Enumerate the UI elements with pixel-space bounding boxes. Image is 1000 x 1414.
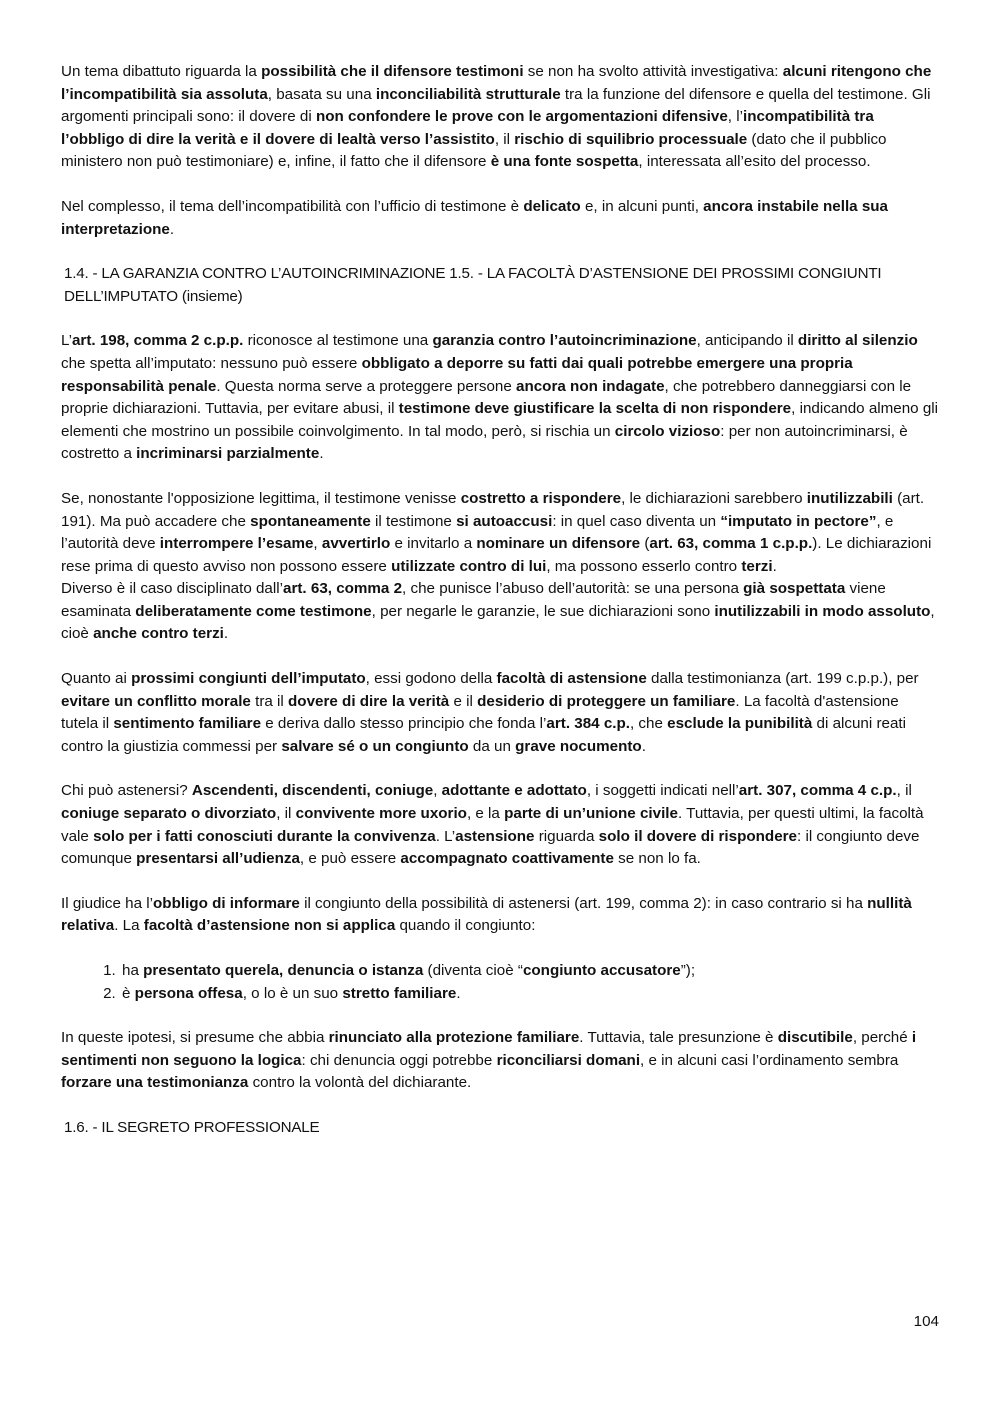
text-run: che spetta all’imputato: nessuno può essere <box>61 354 362 372</box>
bold-text: inutilizzabili in modo assoluto <box>714 602 931 620</box>
text-run: : in quel caso diventa un <box>552 512 721 530</box>
section-intro <box>61 61 939 241</box>
text-run: , basata su una <box>267 85 376 103</box>
text-run: In queste ipotesi, si presume che abbia <box>61 1029 329 1047</box>
bold-text: art. 384 c.p. <box>546 715 630 733</box>
bold-text: delicato <box>523 197 581 215</box>
bold-text: anche contro terzi <box>93 625 224 643</box>
bold-text: garanzia contro l’autoincriminazione <box>432 332 697 350</box>
text-run: Se, nonostante l'opposizione legittima, il testimone venisse <box>61 489 461 507</box>
bold-text: terzi <box>741 557 773 575</box>
bold-text: testimone deve giustificare la scelta di non rispondere <box>398 400 792 418</box>
text-run: se non ha svolto attività investigativa: <box>523 63 783 80</box>
bold-text: interrompere l’esame <box>159 535 314 553</box>
bold-text: discutibile <box>777 1029 853 1047</box>
text-run: , e l’autorità deve <box>61 512 894 553</box>
text-run: il testimone <box>370 512 457 530</box>
bold-text: persona offesa <box>134 984 243 1002</box>
text-run: , <box>433 782 442 800</box>
text-run: . Tuttavia, per questi ultimi, la facoltà vale <box>61 805 924 845</box>
text-run: , le dichiarazioni sarebbero <box>621 489 807 507</box>
text-run: di alcuni reati contro la giustizia commessi per <box>61 715 907 755</box>
document-page <box>61 61 939 1162</box>
text-run: (dato che il pubblico ministero non può testimoniare) e, infine, il fatto che il difensore <box>61 130 887 171</box>
bold-text: utilizzate contro di lui <box>391 557 547 575</box>
bold-text: stretto familiare <box>342 984 457 1002</box>
bold-text: i sentimenti non seguono la logica <box>61 1029 917 1069</box>
bold-text: ancora non indagate <box>516 377 665 395</box>
text-run: contro la volontà del dichiarante. <box>248 1074 472 1092</box>
text-run: , per negarle le garanzie, le sue dichiarazioni sono <box>371 602 715 620</box>
bold-text: parte di un’unione civile <box>504 805 678 823</box>
text-run: . <box>641 737 646 755</box>
text-run: , cioè <box>61 602 935 643</box>
text-run: Un tema dibattuto riguarda la <box>61 63 262 80</box>
bold-text: art. 198, comma 2 c.p.p. <box>71 332 244 350</box>
text-run: , il <box>896 782 912 800</box>
bold-text: inutilizzabili <box>806 489 893 507</box>
text-run: e deriva dallo stesso principio che fonda l’ <box>261 715 547 733</box>
bold-text: grave nocumento <box>515 737 642 755</box>
paragraph <box>61 196 939 241</box>
text-run: (diventa cioè “ <box>423 962 523 979</box>
bold-text: non confondere le prove con le argomentazioni difensive <box>315 108 728 126</box>
bold-text: evitare un conflitto morale <box>61 692 251 710</box>
bold-text: Ascendenti, discendenti, coniuge <box>191 782 434 800</box>
bold-text: è una fonte sospetta <box>490 153 639 171</box>
text-run: , il <box>276 805 296 823</box>
list-item <box>120 960 939 983</box>
list-item <box>120 983 939 1006</box>
text-run: , i soggetti indicati nell’ <box>586 782 739 800</box>
bold-text: nominare un difensore <box>476 535 641 553</box>
bold-text: avvertirlo <box>321 535 391 553</box>
bold-text: obbligato a deporre su fatti dai quali potrebbe emergere una propria responsabilità penale <box>61 354 853 395</box>
text-run: . La <box>114 917 144 935</box>
bold-text: ancora instabile nella sua interpretazione <box>61 197 888 238</box>
section-heading-text: 1.6. - IL SEGRETO PROFESSIONALE <box>64 1118 320 1136</box>
section-conclusion <box>61 1027 939 1095</box>
text-run: , che punisce l’abuso dell’autorità: se una persona <box>402 580 744 598</box>
text-run: , essi godono della <box>365 670 497 688</box>
bold-text: già sospettata <box>743 580 846 598</box>
text-run: ). Le dichiarazioni rese prima di questo avviso non possono essere <box>61 535 932 575</box>
bold-text: sentimento familiare <box>113 715 262 733</box>
text-run: Diverso è il caso disciplinato dall’ <box>61 580 284 598</box>
text-run: , <box>313 535 322 553</box>
bold-text: forzare una testimonianza <box>61 1074 249 1092</box>
section-heading-text: 1.4. - LA GARANZIA CONTRO L’AUTOINCRIMINAZIONE 1.5. - LA FACOLTÀ D’ASTENSIONE DEI PROSSIMI CONGIUNTI DELL’IMPUTATO (insieme) <box>64 265 882 305</box>
bold-text: incompatibilità tra l’obbligo di dire la verità e il dovere di lealtà verso l’assistito <box>61 108 874 148</box>
text-run: riguarda <box>534 827 599 845</box>
paragraph <box>61 1027 939 1095</box>
bold-text: possibilità che il difensore testimoni <box>261 63 524 80</box>
text-run: . Tuttavia, tale presunzione è <box>579 1029 778 1047</box>
bold-text: accompagnato coattivamente <box>400 850 614 868</box>
bold-text: esclude la punibilità <box>667 715 813 733</box>
text-run: (art. 191). Ma può accadere che <box>61 489 925 530</box>
bold-text: costretto a rispondere <box>460 489 622 507</box>
bold-text: circolo vizioso <box>614 422 721 440</box>
bold-text: “imputato in pectore” <box>720 512 877 530</box>
bold-text: solo per i fatti conosciuti durante la convivenza <box>93 827 436 845</box>
bold-text: coniuge separato o divorziato <box>61 805 277 823</box>
bold-text: facoltà d’astensione non si applica <box>143 917 396 935</box>
paragraph <box>61 893 939 938</box>
bold-text: salvare sé o un congiunto <box>281 737 469 755</box>
text-run: , che potrebbero danneggiarsi con le proprie dichiarazioni. Tuttavia, per evitare abusi, il <box>61 377 912 418</box>
text-run: , interessata all’esito del processo. <box>638 153 871 171</box>
bold-text: art. 63, comma 2 <box>283 580 403 598</box>
text-run: , che <box>629 715 668 733</box>
text-run: riconosce al testimone una <box>243 332 433 350</box>
text-run: , il <box>494 130 515 148</box>
text-run: . La facoltà d'astensione tutela il <box>61 692 899 733</box>
text-run: : chi denuncia oggi potrebbe <box>301 1051 497 1069</box>
text-run: dalla testimonianza (art. 199 c.p.p.), per <box>646 670 919 688</box>
bold-text: riconciliarsi domani <box>496 1051 641 1069</box>
bold-text: facoltà di astensione <box>496 670 647 688</box>
bold-text: presentarsi all’udienza <box>136 850 300 868</box>
text-run: il congiunto della possibilità di astenersi (art. 199, comma 2): in caso contrario si ha <box>299 894 868 912</box>
text-run: , o lo è un suo <box>242 984 343 1002</box>
text-run: , e può essere <box>299 850 401 868</box>
text-run: , e la <box>466 805 505 823</box>
bold-text: spontaneamente <box>250 512 371 530</box>
bold-text: adottante e adottato <box>441 782 587 800</box>
paragraph <box>61 61 939 174</box>
bold-text: prossimi congiunti dell’imputato <box>131 670 366 688</box>
bold-text: alcuni ritengono che l’incompatibilità sia assoluta <box>61 63 932 103</box>
text-run: , anticipando il <box>696 332 798 350</box>
text-run: , indicando almeno gli elementi che mostrino un possibile coinvolgimento. In tal modo, però, si rischia un <box>61 400 939 440</box>
text-run: . <box>319 445 324 463</box>
section-heading <box>64 1117 939 1140</box>
bold-text: astensione <box>455 827 535 845</box>
bold-text: si autoaccusi <box>456 512 553 530</box>
text-run: : per non autoincriminarsi, è costretto a <box>61 422 908 463</box>
bold-text: obbligo di informare <box>153 894 300 912</box>
text-run: Chi può astenersi? <box>61 782 192 800</box>
text-run: ha <box>122 962 144 979</box>
text-run: . <box>169 220 175 238</box>
text-run: , ma possono esserlo contro <box>546 557 742 575</box>
bold-text: art. 63, comma 1 c.p.p. <box>649 535 813 553</box>
bold-text: nullità relativa <box>61 894 912 935</box>
text-run: . L’ <box>435 827 456 845</box>
bold-text: dovere di dire la verità <box>288 692 450 710</box>
text-run: , perché <box>852 1029 912 1047</box>
bold-text: inconciliabilità strutturale <box>375 85 561 103</box>
bold-text: rinunciato alla protezione familiare <box>328 1029 580 1047</box>
text-run: e invitarlo a <box>390 535 477 553</box>
bold-text: solo il dovere di rispondere <box>598 827 797 845</box>
text-run: : il congiunto deve comunque <box>61 827 920 868</box>
paragraph <box>61 780 939 870</box>
bold-text: diritto al silenzio <box>797 332 918 350</box>
bold-text: presentato querela, denuncia o istanza <box>143 962 424 979</box>
bold-text: rischio di squilibrio processuale <box>514 130 748 148</box>
bold-text: art. 307, comma 4 c.p. <box>738 782 897 800</box>
text-run: . <box>456 984 461 1002</box>
bold-text: convivente more uxorio <box>295 805 467 823</box>
bold-text: congiunto accusatore <box>522 962 681 979</box>
text-run: da un <box>468 737 516 755</box>
text-run: se non lo fa. <box>613 850 701 868</box>
text-run: Il giudice ha l’ <box>61 894 154 912</box>
text-run: , e in alcuni casi l’ordinamento sembra <box>640 1051 899 1069</box>
text-run: Nel complesso, il tema dell’incompatibilità con l’ufficio di testimone è <box>61 197 524 215</box>
text-run: . Questa norma serve a proteggere persone <box>216 377 517 395</box>
paragraph <box>61 578 939 646</box>
text-run: . <box>772 557 777 575</box>
numbered-list <box>61 960 939 1005</box>
section-heading <box>64 263 939 308</box>
page-number: 104 <box>913 1313 939 1330</box>
text-run: viene esaminata <box>61 580 886 620</box>
bold-text: deliberatamente come testimone <box>135 602 372 620</box>
text-run: tra il <box>250 692 289 710</box>
text-run: . <box>223 625 229 643</box>
text-run: quando il congiunto: <box>395 917 536 935</box>
text-run: , l’ <box>727 108 743 126</box>
bold-text: desiderio di proteggere un familiare <box>477 692 736 710</box>
text-run: Quanto ai <box>61 670 132 688</box>
paragraph <box>61 488 939 578</box>
text-run: e, in alcuni punti, <box>580 197 704 215</box>
section-body <box>61 330 939 938</box>
paragraph <box>61 668 939 758</box>
text-run: e il <box>449 692 478 710</box>
paragraph <box>61 330 939 466</box>
text-run: tra la funzione del difensore e quella del testimone. Gli argomenti principali sono: il dovere di <box>61 85 931 126</box>
text-run: è <box>122 984 135 1002</box>
text-run: ( <box>640 535 650 553</box>
bold-text: incriminarsi parzialmente <box>136 445 320 463</box>
text-run: ”); <box>680 962 696 979</box>
text-run: L’ <box>61 332 72 350</box>
